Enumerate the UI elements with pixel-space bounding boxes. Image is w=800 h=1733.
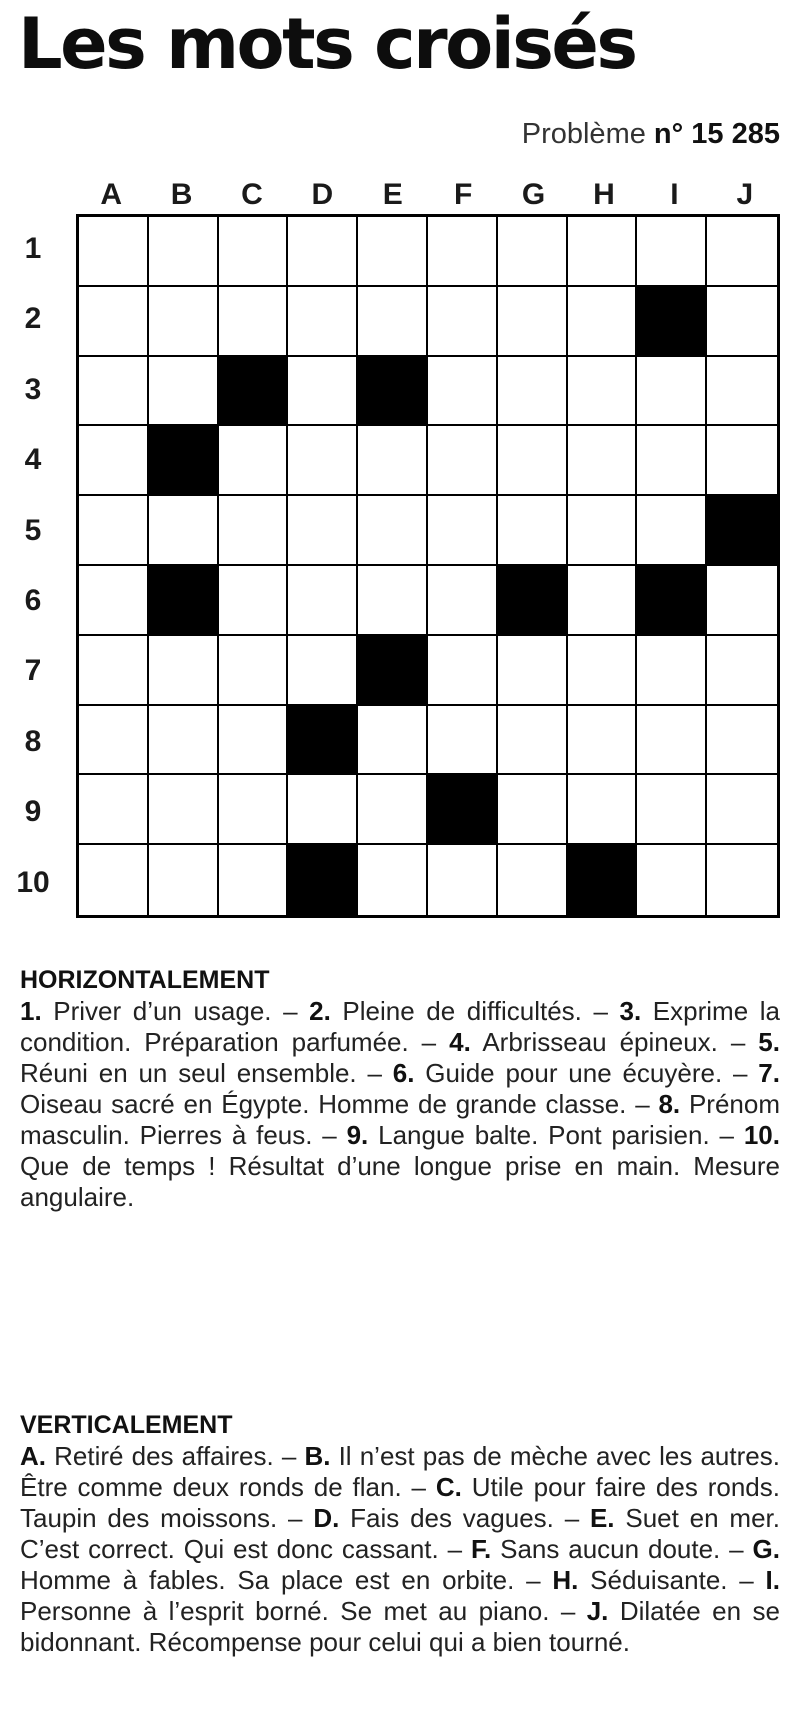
grid-cell-a8[interactable] [79, 706, 149, 776]
grid-cell-a7[interactable] [79, 636, 149, 706]
horizontal-clue-number: 5. [758, 1027, 780, 1057]
row-label-4: 4 [24, 443, 42, 477]
vertical-clue-number: H. [552, 1565, 579, 1595]
grid-cell-g7[interactable] [498, 636, 568, 706]
vertical-clue-text: Personne à l’esprit borné. Se met au piano. [20, 1596, 550, 1626]
grid-cell-b9[interactable] [149, 775, 219, 845]
grid-cell-a5[interactable] [79, 496, 149, 566]
grid-cell-f4[interactable] [428, 426, 498, 496]
grid-cell-h4[interactable] [568, 426, 638, 496]
vertical-clue-text: A. Retiré des affaires. – B. Il n’est pas de mèche avec les autres. Être comme deux ronds de flan. – C. Utile pour faire des ronds. Taupin des moissons. – D. Fais des vagues. – E. Suet en mer. C’est correct. Qui est donc cassant. – F. Sans aucun doute. – G. Homme à fables. Sa place est en orbite. – H. Séduisante. – I. Personne à l’esprit borné. Se met au piano. – J. Dilatée en se bidonnant. Récompense pour celui qui a bien tourné. [20, 1441, 780, 1657]
grid-cell-a4[interactable] [79, 426, 149, 496]
problem-label: Problème [521, 118, 646, 150]
grid-cell-e2[interactable] [358, 287, 428, 357]
column-label-d: D [311, 178, 334, 211]
black-cell-h10 [568, 845, 638, 915]
grid-cell-d9[interactable] [288, 775, 358, 845]
row-label-6: 6 [24, 584, 42, 617]
horizontal-clues [20, 965, 780, 1213]
horizontal-clue-number: 4. [449, 1027, 471, 1057]
grid-cell-j8[interactable] [707, 706, 777, 776]
grid-cell-i10[interactable] [637, 845, 707, 915]
vertical-clue-text: Séduisante. [590, 1565, 728, 1595]
grid-cell-i7[interactable] [637, 636, 707, 706]
grid-cell-g1[interactable] [498, 217, 568, 287]
black-cell-i6 [637, 566, 707, 636]
grid-cell-f2[interactable] [428, 287, 498, 357]
grid-cell-h1[interactable] [568, 217, 638, 287]
row-label-2: 2 [24, 302, 42, 336]
vertical-clue-number: B. [304, 1441, 331, 1471]
horizontal-clue-number: 6. [392, 1058, 415, 1088]
horizontal-clue-text: Priver d’un usage. [53, 996, 272, 1026]
black-cell-b6 [149, 566, 219, 636]
grid-cell-j2[interactable] [707, 287, 777, 357]
row-label-5: 5 [24, 513, 42, 547]
black-cell-e7 [358, 636, 428, 706]
horizontal-clue-text: Langue balte. Pont parisien. [378, 1120, 710, 1150]
grid-cell-a3[interactable] [79, 357, 149, 427]
grid-cell-f8[interactable] [428, 706, 498, 776]
grid-cell-h8[interactable] [568, 706, 638, 776]
grid-cell-j4[interactable] [707, 426, 777, 496]
row-labels [0, 214, 76, 918]
vertical-clue-number: I. [765, 1565, 780, 1595]
horizontal-clue-number: 8. [658, 1089, 681, 1119]
column-label-f: F [454, 178, 473, 211]
vertical-clue-number: F. [470, 1534, 492, 1564]
grid-cell-d4[interactable] [288, 426, 358, 496]
vertical-heading: VERTICALEMENT [20, 1411, 233, 1439]
horizontal-clue-number: 10. [743, 1120, 780, 1150]
grid-cell-i3[interactable] [637, 357, 707, 427]
horizontal-clue-text: Arbrisseau épineux. [482, 1027, 718, 1057]
column-label-c: C [241, 178, 263, 211]
row-label-10: 10 [16, 865, 50, 899]
vertical-clues [20, 1410, 780, 1658]
vertical-clue-text: Suet en mer. C’est correct. Qui est donc cassant. [20, 1503, 780, 1564]
grid-cell-f5[interactable] [428, 496, 498, 566]
grid-cell-b8[interactable] [149, 706, 219, 776]
grid-cell-g9[interactable] [498, 775, 568, 845]
black-cell-d10 [288, 845, 358, 915]
horizontal-clue-number: 2. [309, 996, 331, 1026]
horizontal-clue-text: Prénom masculin. Pierres à feus. [20, 1089, 780, 1150]
problem-number-value: 15 285 [691, 118, 780, 150]
grid-cell-c8[interactable] [219, 706, 289, 776]
grid-cell-g3[interactable] [498, 357, 568, 427]
grid-cell-h3[interactable] [568, 357, 638, 427]
vertical-clue-number: A. [20, 1441, 46, 1471]
black-cell-d8 [288, 706, 358, 776]
grid-cell-c7[interactable] [219, 636, 289, 706]
grid-cell-h6[interactable] [568, 566, 638, 636]
grid-cell-b5[interactable] [149, 496, 219, 566]
grid-cell-e6[interactable] [358, 566, 428, 636]
grid-cell-h9[interactable] [568, 775, 638, 845]
grid-cell-c9[interactable] [219, 775, 289, 845]
grid-cell-e8[interactable] [358, 706, 428, 776]
vertical-clue-text: Dilatée en se bidonnant. Récompense pour celui qui a bien tourné. [20, 1596, 780, 1657]
grid-cell-j6[interactable] [707, 566, 777, 636]
grid-cell-c6[interactable] [219, 566, 289, 636]
column-label-b: B [170, 178, 193, 211]
grid-cell-a1[interactable] [79, 217, 149, 287]
row-label-7: 7 [24, 654, 42, 688]
column-label-g: G [521, 178, 546, 211]
grid-cell-f1[interactable] [428, 217, 498, 287]
horizontal-clue-number: 7. [758, 1058, 780, 1088]
grid-cell-a10[interactable] [79, 845, 149, 915]
horizontal-clue-text: 1. Priver d’un usage. – 2. Pleine de difficultés. – 3. Exprime la condition. Préparation parfumée. – 4. Arbrisseau épineux. – 5. Réuni en un seul ensemble. – 6. Guide pour une écuyère. – 7. Oiseau sacré en Égypte. Homme de grande classe. – 8. Prénom masculin. Pierres à feus. – 9. Langue balte. Pont parisien. – 10. Que de temps ! Résultat d’une longue prise en main. Mesure angulaire. [20, 996, 780, 1212]
vertical-clue-text: Sans aucun doute. [500, 1534, 721, 1564]
vertical-clue-number: E. [589, 1503, 615, 1533]
grid-cell-j3[interactable] [707, 357, 777, 427]
row-label-9: 9 [24, 795, 42, 829]
vertical-clue-number: C. [435, 1472, 462, 1502]
column-label-h: H [593, 178, 615, 211]
grid-cell-b1[interactable] [149, 217, 219, 287]
page-title: Les mots croisés [18, 3, 636, 85]
grid-cell-d2[interactable] [288, 287, 358, 357]
grid-cell-g5[interactable] [498, 496, 568, 566]
column-labels [76, 178, 780, 214]
grid-cell-e10[interactable] [358, 845, 428, 915]
grid-cell-g10[interactable] [498, 845, 568, 915]
vertical-clue-text: Fais des vagues. [350, 1503, 554, 1533]
grid-cell-h7[interactable] [568, 636, 638, 706]
column-label-i: I [670, 178, 679, 211]
crossword-grid [76, 214, 780, 918]
vertical-clue-text: Homme à fables. Sa place est en orbite. [20, 1565, 515, 1595]
grid-cell-j7[interactable] [707, 636, 777, 706]
grid-cell-a2[interactable] [79, 287, 149, 357]
grid-cell-f3[interactable] [428, 357, 498, 427]
grid-cell-j9[interactable] [707, 775, 777, 845]
vertical-clue-text: Utile pour faire des ronds. Taupin des moissons. [20, 1472, 780, 1533]
black-cell-f9 [428, 775, 498, 845]
grid-cell-a6[interactable] [79, 566, 149, 636]
black-cell-i2 [637, 287, 707, 357]
horizontal-clue-text: Exprime la condition. Préparation parfumée. [20, 996, 780, 1057]
vertical-clue-number: G. [752, 1534, 780, 1564]
grid-cell-c2[interactable] [219, 287, 289, 357]
horizontal-clue-text: Que de temps ! Résultat d’une longue prise en main. Mesure angulaire. [20, 1151, 780, 1212]
vertical-clue-text: Retiré des affaires. [54, 1441, 274, 1471]
column-label-j: J [736, 178, 754, 211]
grid-cell-h5[interactable] [568, 496, 638, 566]
row-label-3: 3 [24, 372, 42, 406]
horizontal-clue-number: 1. [20, 996, 42, 1026]
horizontal-clue-number: 9. [346, 1120, 369, 1150]
problem-number-prefix: n° [653, 118, 684, 150]
grid-cell-d7[interactable] [288, 636, 358, 706]
grid-cell-e4[interactable] [358, 426, 428, 496]
grid-cell-i9[interactable] [637, 775, 707, 845]
column-label-e: E [382, 178, 403, 211]
black-cell-e3 [358, 357, 428, 427]
grid-cell-c10[interactable] [219, 845, 289, 915]
grid-cell-b2[interactable] [149, 287, 219, 357]
grid-cell-c4[interactable] [219, 426, 289, 496]
black-cell-c3 [219, 357, 289, 427]
grid-cell-b3[interactable] [149, 357, 219, 427]
grid-cell-j1[interactable] [707, 217, 777, 287]
grid-cell-b10[interactable] [149, 845, 219, 915]
grid-cell-g8[interactable] [498, 706, 568, 776]
black-cell-j5 [707, 496, 777, 566]
black-cell-b4 [149, 426, 219, 496]
vertical-clue-number: J. [586, 1596, 609, 1626]
horizontal-clue-number: 3. [619, 996, 642, 1026]
horizontal-clue-text: Pleine de difficultés. [342, 996, 582, 1026]
black-cell-g6 [498, 566, 568, 636]
grid-cell-b7[interactable] [149, 636, 219, 706]
horizontal-clue-text: Réuni en un seul ensemble. [20, 1058, 357, 1088]
vertical-clue-number: D. [313, 1503, 340, 1533]
grid-cell-e5[interactable] [358, 496, 428, 566]
grid-cell-d6[interactable] [288, 566, 358, 636]
horizontal-heading: HORIZONTALEMENT [20, 966, 270, 994]
grid-cell-g4[interactable] [498, 426, 568, 496]
grid-cell-i5[interactable] [637, 496, 707, 566]
grid-cell-a9[interactable] [79, 775, 149, 845]
horizontal-clue-text: Oiseau sacré en Égypte. Homme de grande classe. [20, 1089, 627, 1119]
grid-cell-c1[interactable] [219, 217, 289, 287]
grid-cell-e9[interactable] [358, 775, 428, 845]
problem-number [522, 118, 780, 151]
grid-cell-i4[interactable] [637, 426, 707, 496]
grid-cell-g2[interactable] [498, 287, 568, 357]
grid-cell-f7[interactable] [428, 636, 498, 706]
grid-cell-i8[interactable] [637, 706, 707, 776]
grid-cell-h2[interactable] [568, 287, 638, 357]
grid-cell-f6[interactable] [428, 566, 498, 636]
vertical-clue-text: Il n’est pas de mèche avec les autres. Être comme deux ronds de flan. [20, 1441, 780, 1502]
row-label-1: 1 [24, 232, 42, 265]
grid-cell-c5[interactable] [219, 496, 289, 566]
horizontal-clue-text: Guide pour une écuyère. [425, 1058, 723, 1088]
grid-cell-d3[interactable] [288, 357, 358, 427]
column-label-a: A [100, 178, 123, 211]
grid-cell-e1[interactable] [358, 217, 428, 287]
grid-cell-j10[interactable] [707, 845, 777, 915]
grid-cell-d5[interactable] [288, 496, 358, 566]
row-label-8: 8 [24, 724, 42, 758]
grid-cell-d1[interactable] [288, 217, 358, 287]
grid-cell-f10[interactable] [428, 845, 498, 915]
grid-cell-i1[interactable] [637, 217, 707, 287]
